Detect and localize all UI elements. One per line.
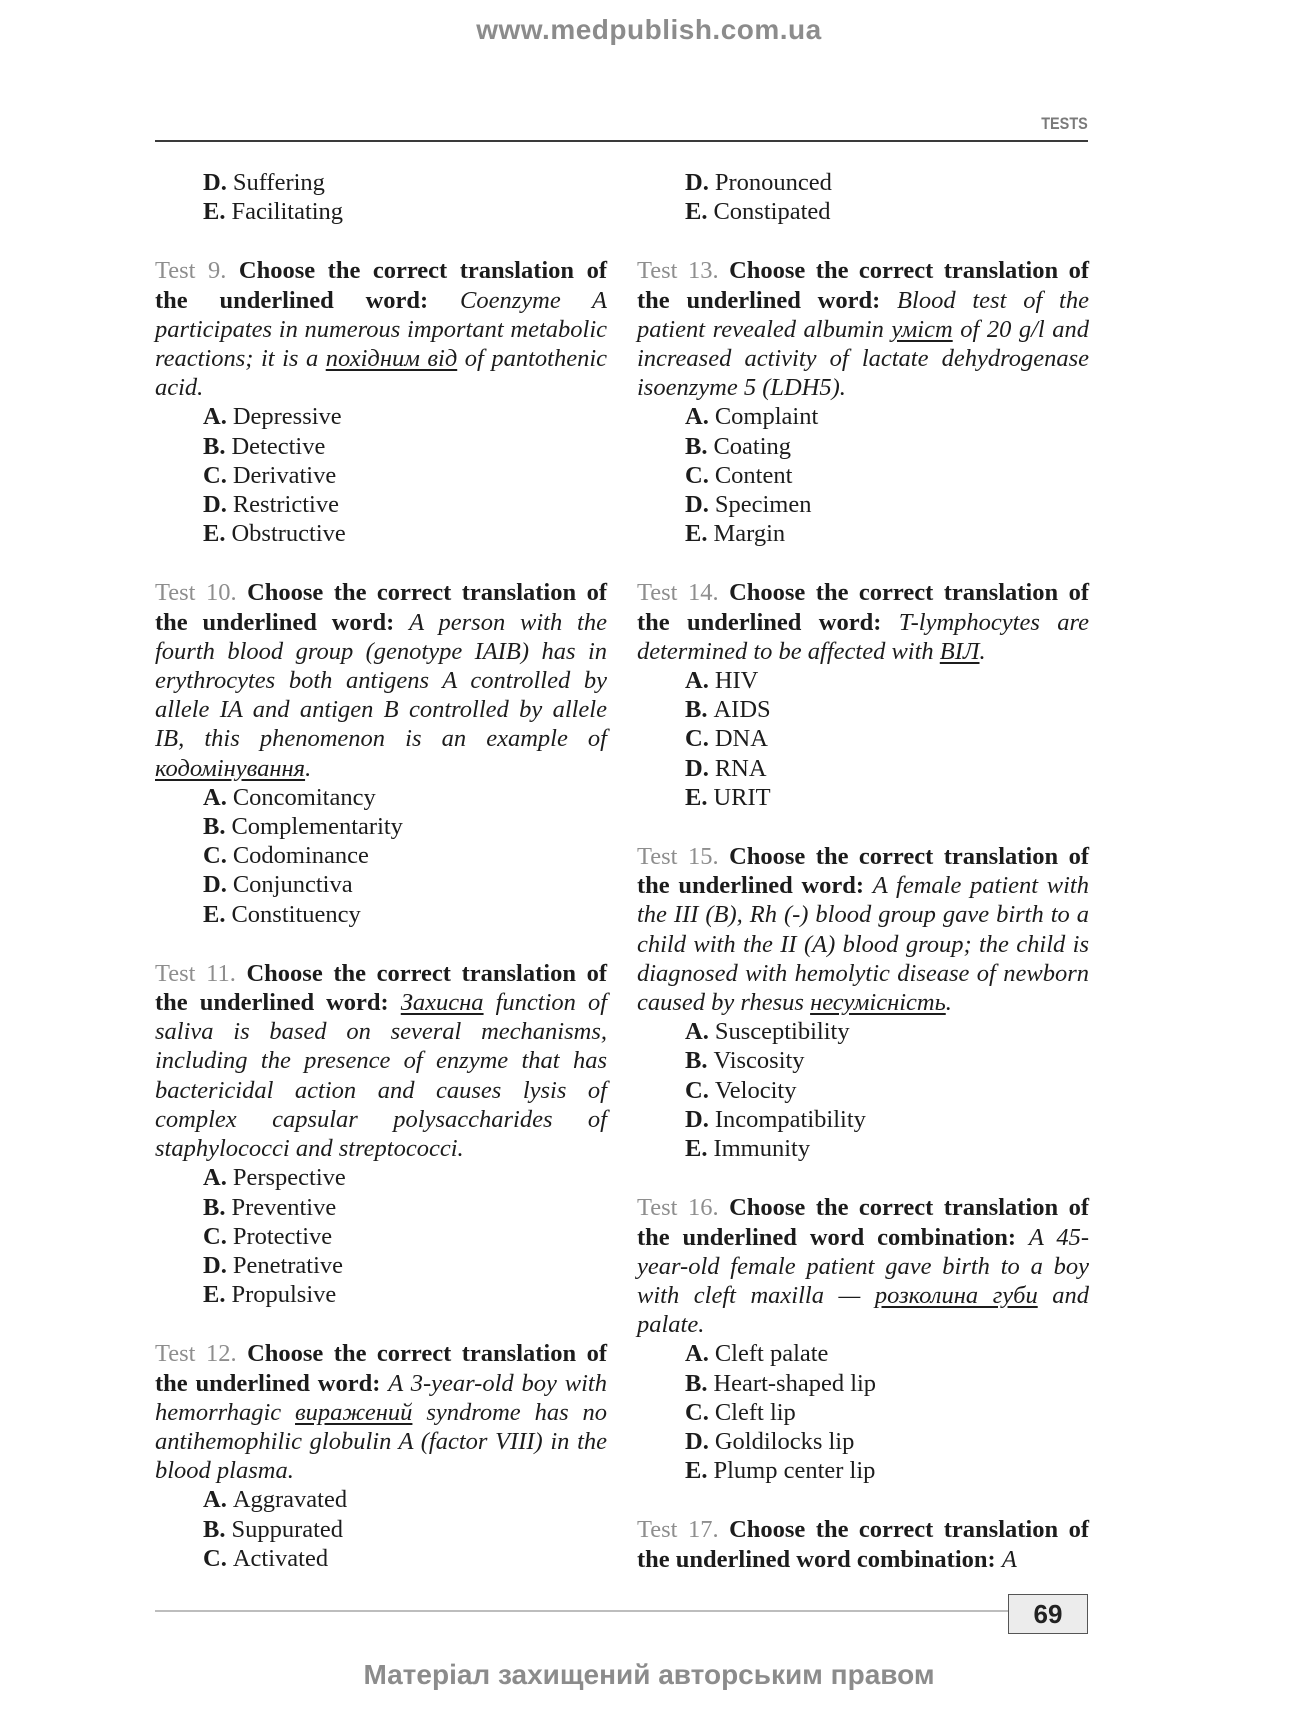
- option-c: C. Derivative: [203, 461, 337, 489]
- test-number: Test 16.: [637, 1194, 719, 1222]
- option-c: C. Activated: [203, 1544, 329, 1572]
- option-b: B. Complementarity: [203, 813, 403, 841]
- options-list: [637, 402, 1089, 548]
- options-list: [155, 402, 607, 548]
- right-column: [637, 168, 1089, 1604]
- option-d: D. Restrictive: [203, 491, 339, 519]
- instruction: Choose the correct translation of the underlined word:: [155, 1340, 607, 1397]
- option-d: D. Suffering: [203, 169, 325, 196]
- option-a: A. Depressive: [203, 403, 342, 431]
- publisher-watermark: www.medpublish.com.ua: [476, 14, 822, 45]
- option-a: A. Susceptibility: [685, 1018, 850, 1046]
- question-text: Test 13. Choose the correct translation of the underlined word: Blood test of the patient revealed albumin умісm of 20 g/l and increased activity of lactate dehydrogenase isoenzyme 5 (LDH5).: [637, 257, 1090, 402]
- option-c: C. DNA: [685, 725, 768, 753]
- instruction: Choose the correct translation of the underlined word:: [155, 257, 607, 314]
- footer-divider: [155, 1610, 1010, 1612]
- test-16: [637, 1193, 1089, 1485]
- option-e: E. Propulsive: [203, 1281, 337, 1309]
- underlined-term: кодомінування: [155, 754, 306, 782]
- option-a: A. Cleft palate: [685, 1340, 829, 1368]
- option-c: C. Velocity: [685, 1076, 797, 1104]
- option-e: E. Obstructive: [203, 520, 346, 548]
- underlined-term: ВІЛ: [939, 637, 980, 665]
- option-c: C. Codominance: [203, 842, 369, 870]
- question-text: Test 10. Choose the correct translation of the underlined word: A person with the fourth blood group (genotype IAIB) has in erythrocytes both antigens A controlled by allele IA and antigen B controlled by allele IB, this phenomenon is an example of кодомінування.: [155, 579, 607, 782]
- underlined-term: умісm: [891, 315, 953, 343]
- test-9: [155, 256, 607, 548]
- option-d: D. Incompatibility: [685, 1105, 866, 1133]
- option-a: A. Perspective: [203, 1164, 346, 1192]
- test-10: [155, 578, 607, 928]
- test-number: Test 11.: [155, 959, 236, 987]
- option-a: A. HIV: [685, 667, 759, 695]
- running-head: TESTS: [1041, 114, 1088, 133]
- options-list: [155, 1163, 607, 1309]
- test-number: Test 13.: [637, 257, 719, 285]
- option-e: E. Margin: [685, 520, 786, 548]
- question-text: Test 11. Choose the correct translation of the underlined word: Захисна function of saliva is based on several mechanisms, including the presence of enzyme that has bactericidal action and causes lysis of complex capsular polysaccharides of staphylococci and streptococci.: [155, 959, 608, 1163]
- question-text: Test 16. Choose the correct translation of the underlined word combination: A 45-year-old female patient gave birth to a boy with cleft maxilla — розколина губи and palate.: [637, 1194, 1090, 1339]
- option-e: E. Immunity: [685, 1135, 811, 1163]
- options-list: [637, 1017, 1089, 1163]
- option-a: A. Concomitancy: [203, 783, 376, 811]
- options-list: [637, 666, 1089, 812]
- option-e: E. Plump center lip: [685, 1457, 876, 1485]
- test-number: Test 14.: [637, 579, 719, 607]
- option-c: C. Cleft lip: [685, 1398, 796, 1426]
- test-17: [637, 1515, 1089, 1573]
- test-number: Test 12.: [155, 1340, 237, 1368]
- question-text: Test 15. Choose the correct translation of the underlined word: A female patient with the III (B), Rh (-) blood group gave birth to a child with the II (A) blood group; the child is diagnosed with hemolytic disease of newborn caused by rhesus несумісність.: [637, 843, 1089, 1017]
- option-a: A. Complaint: [685, 403, 819, 431]
- option-c: C. Content: [685, 461, 793, 489]
- underlined-term: несумісність: [810, 989, 946, 1017]
- underlined-term: розколина губи: [874, 1281, 1038, 1309]
- options-list: [637, 168, 1089, 226]
- option-b: B. Detective: [203, 432, 326, 460]
- option-b: B. Suppurated: [203, 1515, 344, 1543]
- option-e: E. Facilitating: [203, 198, 344, 226]
- instruction: Choose the correct translation of the underlined word combination:: [637, 1516, 1089, 1573]
- options-list: [155, 783, 607, 929]
- option-b: B. Coating: [685, 432, 792, 460]
- option-e: E. Constituency: [203, 900, 361, 928]
- option-e: E. Constipated: [685, 198, 831, 226]
- test-number: Test 9.: [155, 257, 227, 285]
- option-d: D. RNA: [685, 754, 767, 782]
- option-e: E. URIT: [685, 783, 771, 811]
- instruction: Choose the correct translation of the underlined word:: [155, 959, 607, 1017]
- option-b: B. AIDS: [685, 696, 771, 724]
- option-d: D. Specimen: [685, 491, 812, 519]
- question-text: Test 17. Choose the correct translation of the underlined word combination: A: [637, 1516, 1089, 1573]
- option-b: B. Viscosity: [685, 1047, 805, 1075]
- instruction: Choose the correct translation of the underlined word:: [637, 257, 1089, 314]
- instruction: Choose the correct translation of the underlined word:: [637, 579, 1089, 636]
- underlined-term: похідним від: [325, 345, 458, 373]
- header-divider: [155, 140, 1088, 142]
- test-15: [637, 842, 1089, 1163]
- option-a: A. Aggravated: [203, 1486, 348, 1514]
- test-number: Test 15.: [637, 843, 719, 871]
- test-12: [155, 1339, 607, 1573]
- test-8-continued: [155, 168, 607, 226]
- question-text: Test 12. Choose the correct translation of the underlined word: A 3-year-old boy with hemorrhagic виражений syndrome has no antihemophilic globulin A (factor VIII) in the blood plasma.: [155, 1340, 608, 1485]
- option-d: D. Goldilocks lip: [685, 1427, 855, 1455]
- options-list: [155, 1485, 607, 1573]
- instruction: Choose the correct translation of the underlined word:: [155, 579, 607, 636]
- test-number: Test 10.: [155, 579, 237, 607]
- test-12-continued: [637, 168, 1089, 226]
- test-13: [637, 256, 1089, 548]
- question-text: Test 9. Choose the correct translation of the underlined word: Coenzyme A participates in numerous important metabolic reactions; it is a похідним від of pantothenic acid.: [155, 257, 607, 402]
- option-d: D. Penetrative: [203, 1251, 344, 1279]
- underlined-term: Захисна: [400, 989, 484, 1017]
- option-d: D. Conjunctiva: [203, 871, 353, 899]
- option-c: C. Protective: [203, 1222, 333, 1250]
- question-text: Test 14. Choose the correct translation of the underlined word: T-lymphocytes are determined to be affected with ВІЛ.: [637, 579, 1089, 665]
- test-number: Test 17.: [637, 1516, 719, 1544]
- left-column: [155, 168, 607, 1603]
- underlined-term: виражений: [295, 1398, 413, 1426]
- option-b: B. Preventive: [203, 1193, 337, 1221]
- test-11: [155, 959, 607, 1309]
- option-d: D. Pronounced: [685, 169, 832, 196]
- options-list: [155, 168, 607, 226]
- copyright-watermark: Матеріал захищений авторським правом: [363, 1659, 935, 1690]
- instruction: Choose the correct translation of the underlined word:: [637, 843, 1089, 900]
- option-b: B. Heart-shaped lip: [685, 1369, 877, 1397]
- test-14: [637, 578, 1089, 812]
- options-list: [637, 1339, 1089, 1485]
- instruction: Choose the correct translation of the underlined word combination:: [637, 1194, 1089, 1251]
- page-number: 69: [1008, 1594, 1088, 1634]
